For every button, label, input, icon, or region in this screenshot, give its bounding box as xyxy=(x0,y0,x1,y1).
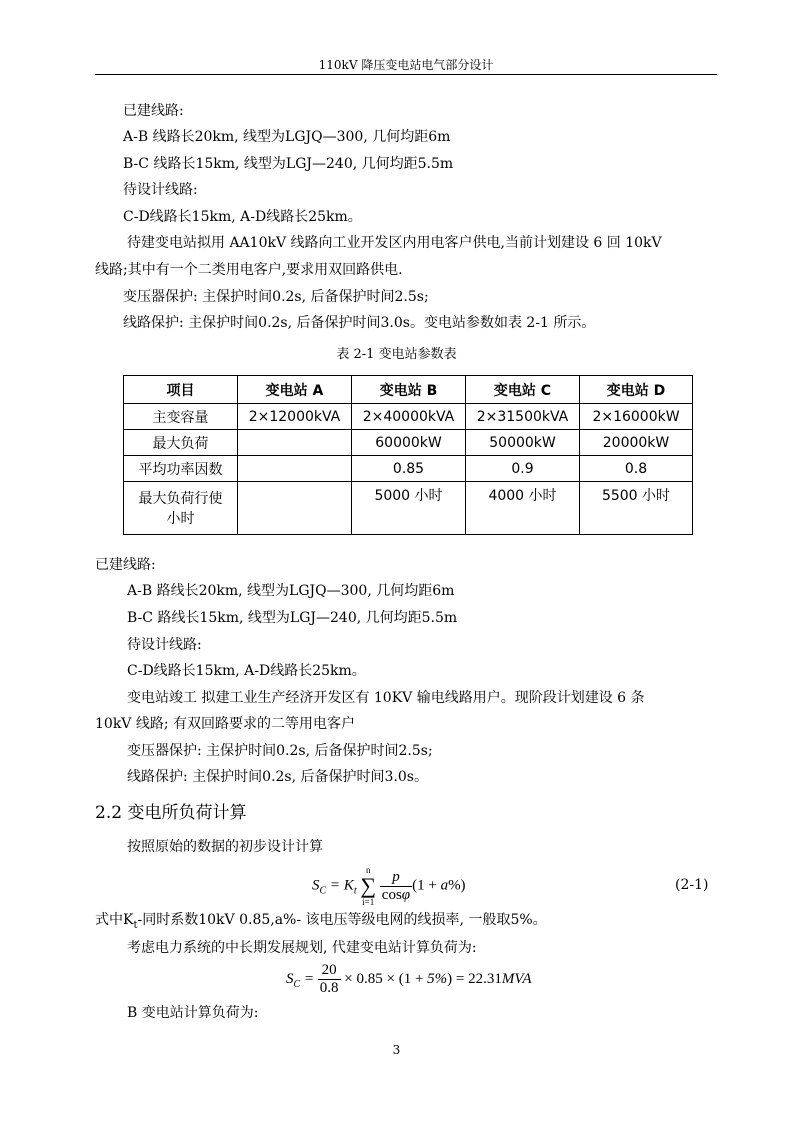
cell-c: 2×31500kVA xyxy=(466,404,580,430)
header-substation-c: 变电站 C xyxy=(466,376,580,404)
table-row xyxy=(124,404,693,430)
cell-b: 60000kW xyxy=(352,430,466,456)
cell-d: 20000kW xyxy=(580,430,693,456)
cell-d: 0.8 xyxy=(580,456,693,482)
built-lines-label-2: 已建线路: xyxy=(95,557,156,573)
line-bc-2: B-C 路线长15km, 线型为LGJ—240, 几何均距5.5m xyxy=(127,610,458,626)
description-line-2: 线路;其中有一个二类用电客户,要求用双回路供电. xyxy=(95,262,403,278)
description-line-3: 变电站竣工 拟建工业生产经济开发区有 10KV 输电线路用户。现阶段计划建设 6 条 xyxy=(127,690,645,706)
table-caption: 表 2-1 变电站参数表 xyxy=(336,347,457,362)
line-ab: A-B 线路长20km, 线型为LGJQ—300, 几何均距6m xyxy=(123,129,451,145)
cell-b: 5000 小时 xyxy=(352,482,466,535)
kt-note xyxy=(95,911,547,935)
page-number: 3 xyxy=(392,1043,401,1057)
section-heading: 2.2 变电所负荷计算 xyxy=(95,803,247,823)
row-label: 主变容量 xyxy=(124,404,238,430)
header-substation-b: 变电站 B xyxy=(352,376,466,404)
table-header-row xyxy=(124,376,693,404)
header-substation-a: 变电站 A xyxy=(238,376,352,404)
line-protection-2: 线路保护: 主保护时间0.2s, 后备保护时间3.0s。 xyxy=(127,769,428,785)
cell-c: 50000kW xyxy=(466,430,580,456)
equation-number: (2-1) xyxy=(675,877,709,893)
cell-c: 4000 小时 xyxy=(466,482,580,535)
line-cd-ad: C-D线路长15km, A-D线路长25km。 xyxy=(123,209,362,225)
pending-lines-label-2: 待设计线路: xyxy=(127,637,202,653)
load-formula: $S_C = K_t$ n ∑ i=1 $\frac{p}{\cos\varphi}$ (1 + a%) xyxy=(312,865,466,907)
planning-note: 考虑电力系统的中长期发展规划, 代建变电站计算负荷为: xyxy=(127,940,477,956)
kt-note-pre: 式中K xyxy=(95,912,134,928)
line-protection: 线路保护: 主保护时间0.2s, 后备保护时间3.0s。变电站参数如表 2-1 所示。 xyxy=(123,315,596,331)
line-bc: B-C 线路长15km, 线型为LGJ—240, 几何均距5.5m xyxy=(123,156,454,172)
cell-d: 5500 小时 xyxy=(580,482,693,535)
cell-a xyxy=(238,430,352,456)
pending-lines-label: 待设计线路: xyxy=(123,182,198,198)
transformer-protection-2: 变压器保护: 主保护时间0.2s, 后备保护时间2.5s; xyxy=(127,743,433,759)
substation-parameter-table xyxy=(123,375,693,535)
description-line-4: 10kV 线路; 有双回路要求的二等用电客户 xyxy=(95,716,356,732)
row-label xyxy=(124,482,238,535)
cell-b: 0.85 xyxy=(352,456,466,482)
cell-d: 2×16000kW xyxy=(580,404,693,430)
row-label-line-1: 最大负荷行使 xyxy=(138,491,223,507)
transformer-protection: 变压器保护: 主保护时间0.2s, 后备保护时间2.5s; xyxy=(123,289,429,305)
cell-c: 0.9 xyxy=(466,456,580,482)
running-header: 110kV 降压变电站电气部分设计 xyxy=(318,58,494,72)
cell-a xyxy=(238,482,352,535)
calc-intro: 按照原始的数据的初步设计计算 xyxy=(127,839,323,855)
row-label-line-2: 小时 xyxy=(166,511,195,527)
kt-subscript: t xyxy=(133,919,138,931)
cell-a: 2×12000kVA xyxy=(238,404,352,430)
header-substation-d: 变电站 D xyxy=(580,376,693,404)
table-row xyxy=(124,456,693,482)
table-row xyxy=(124,482,693,535)
cell-a xyxy=(238,456,352,482)
calc-formula: $S_C$ = $\frac{20}{0.8}$ × 0.85 × (1 + 5%) = 22.31MVA xyxy=(286,962,532,996)
line-ab-2: A-B 路线长20km, 线型为LGJQ—300, 几何均距6m xyxy=(127,583,455,599)
header-rule xyxy=(95,74,717,75)
row-label: 最大负荷 xyxy=(124,430,238,456)
row-label: 平均功率因数 xyxy=(124,456,238,482)
description-line-1: 待建变电站拟用 AA10kV 线路向工业开发区内用电客户供电,当前计划建设 6 回 10kV xyxy=(127,235,662,251)
kt-note-post: -同时系数10kV 0.85,a%- 该电压等级电网的线损率, 一般取5%。 xyxy=(137,912,547,928)
table-row xyxy=(124,430,693,456)
header-item: 项目 xyxy=(124,376,238,404)
b-load-label: B 变电站计算负荷为: xyxy=(127,1005,259,1021)
built-lines-label: 已建线路: xyxy=(123,103,184,119)
cell-b: 2×40000kVA xyxy=(352,404,466,430)
line-cd-ad-2: C-D线路长15km, A-D线路长25km。 xyxy=(127,663,366,679)
